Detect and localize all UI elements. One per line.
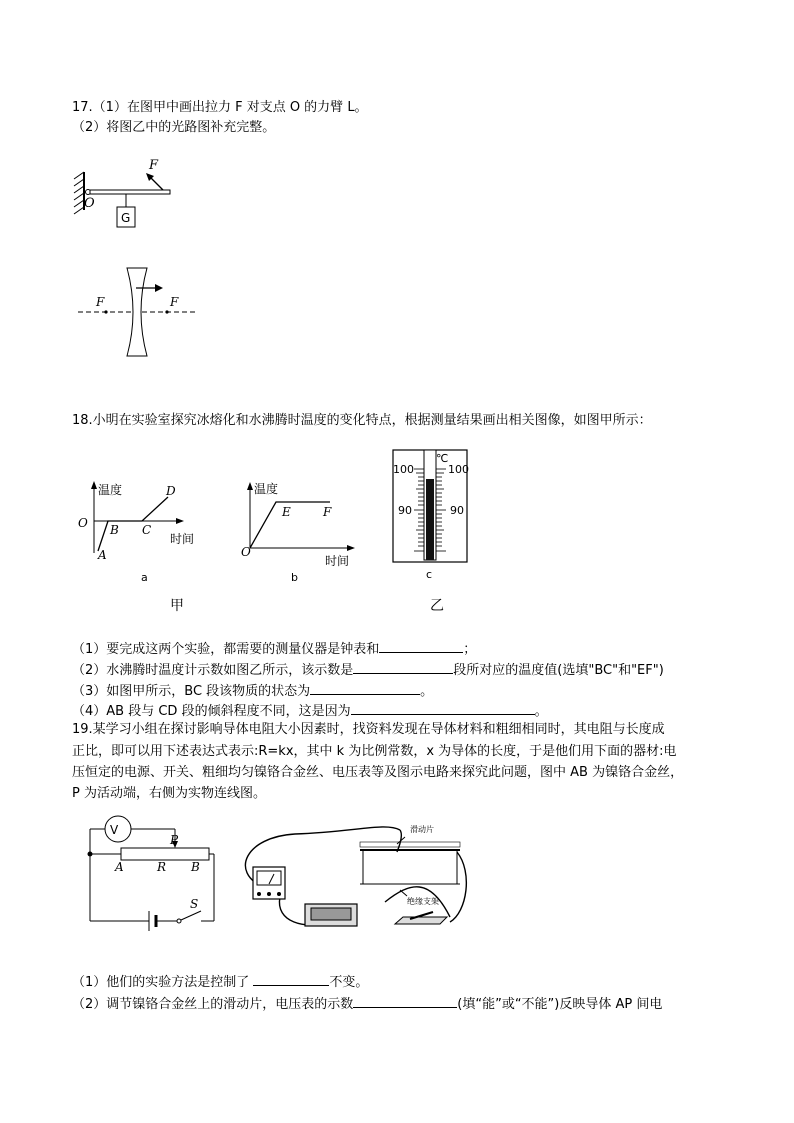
graph-b-water-boiling (233, 478, 363, 588)
pivot-label: O (84, 196, 95, 211)
q19-sub1: （1）他们的实验方法是控制了 不变。 (72, 972, 368, 992)
svg-text:F: F (323, 505, 332, 519)
q19-line2: 正比，即可以用下述表达式表示:R=kx，其中 k 为比例常数，x 为导体的长度，于是他们用下面的器材:电 (72, 744, 677, 759)
svg-text:绝缘支架: 绝缘支架 (407, 897, 439, 906)
svg-text:V: V (110, 823, 119, 837)
lever-diagram (60, 155, 190, 235)
q17-line1: 17.（1）在图甲中画出拉力 F 对支点 O 的力臂 L。 (72, 100, 368, 115)
svg-text:C: C (142, 523, 152, 537)
svg-text:E: E (282, 505, 291, 519)
svg-text:90: 90 (450, 504, 464, 517)
lens-diagram (75, 262, 205, 362)
mercury-column (426, 479, 434, 560)
answer-blank-5[interactable] (253, 972, 329, 986)
answer-blank-4[interactable] (351, 701, 535, 715)
svg-text:B: B (110, 523, 119, 537)
q19-line1: 19.某学习小组在探讨影响导体电阻大小因素时，找资料发现在导体材料和粗细相同时，其电阻与长度成 (72, 722, 665, 737)
svg-text:c: c (426, 568, 433, 581)
svg-text:O: O (241, 545, 251, 559)
svg-text:P: P (170, 833, 179, 847)
q19-line4: P 为活动端，右侧为实物连线图。 (72, 786, 266, 801)
svg-text:时间: 时间 (170, 532, 195, 546)
graph-a-ice-melting (70, 475, 200, 585)
answer-blank-6[interactable] (353, 994, 457, 1008)
svg-text:R: R (157, 860, 167, 874)
focus-right-label: F (170, 295, 179, 309)
answer-blank-3[interactable] (310, 681, 420, 695)
circuit-schematic (85, 813, 220, 938)
q18-sub4: （4）AB 段与 CD 段的倾斜程度不同，这是因为 。 (72, 701, 548, 721)
wiring-photo (235, 812, 475, 937)
svg-text:S: S (190, 897, 199, 911)
svg-text:100: 100 (448, 463, 469, 476)
svg-text:滑动片: 滑动片 (410, 825, 434, 834)
svg-text:O: O (78, 516, 88, 530)
svg-text:时间: 时间 (325, 554, 350, 568)
figure-label-yi: 乙 (430, 598, 444, 614)
svg-text:B: B (191, 860, 200, 874)
svg-text:温度: 温度 (98, 483, 123, 497)
focus-left-label: F (96, 295, 105, 309)
svg-text:a: a (141, 571, 148, 584)
q18-sub3: （3）如图甲所示，BC 段该物质的状态为 。 (72, 681, 433, 701)
force-label: F (149, 158, 159, 173)
q18-sub2: （2）水沸腾时温度计示数如图乙所示，该示数是 段所对应的温度值(选填"BC"和"EF") (72, 660, 664, 680)
answer-blank-1[interactable] (379, 639, 463, 653)
q19-sub2: （2）调节镍铬合金丝上的滑动片，电压表的示数 (填“能”或“不能”)反映导体 AP 间电 (72, 994, 662, 1014)
answer-blank-2[interactable] (353, 660, 453, 674)
svg-text:A: A (98, 548, 107, 562)
q18-intro: 18.小明在实验室探究冰熔化和水沸腾时温度的变化特点，根据测量结果画出相关图像，如图甲所示： (72, 413, 652, 428)
figure-label-jia: 甲 (170, 598, 184, 614)
q17-line2: （2）将图乙中的光路图补充完整。 (72, 120, 276, 135)
svg-text:b: b (291, 571, 298, 584)
svg-text:D: D (166, 484, 176, 498)
svg-text:A: A (115, 860, 124, 874)
thermometer-c (390, 448, 470, 583)
q19-line3: 压恒定的电源、开关、粗细均匀镍铬合金丝、电压表等及图示电路来探究此问题，图中 AB 为镍铬合金丝， (72, 765, 684, 780)
svg-text:90: 90 (398, 504, 412, 517)
svg-text:温度: 温度 (254, 482, 279, 496)
weight-label: G (121, 211, 131, 225)
q18-sub1: （1）要完成这两个实验，都需要的测量仪器是钟表和 ； (72, 639, 476, 659)
svg-text:100: 100 (393, 463, 414, 476)
svg-text:℃: ℃ (436, 452, 449, 465)
